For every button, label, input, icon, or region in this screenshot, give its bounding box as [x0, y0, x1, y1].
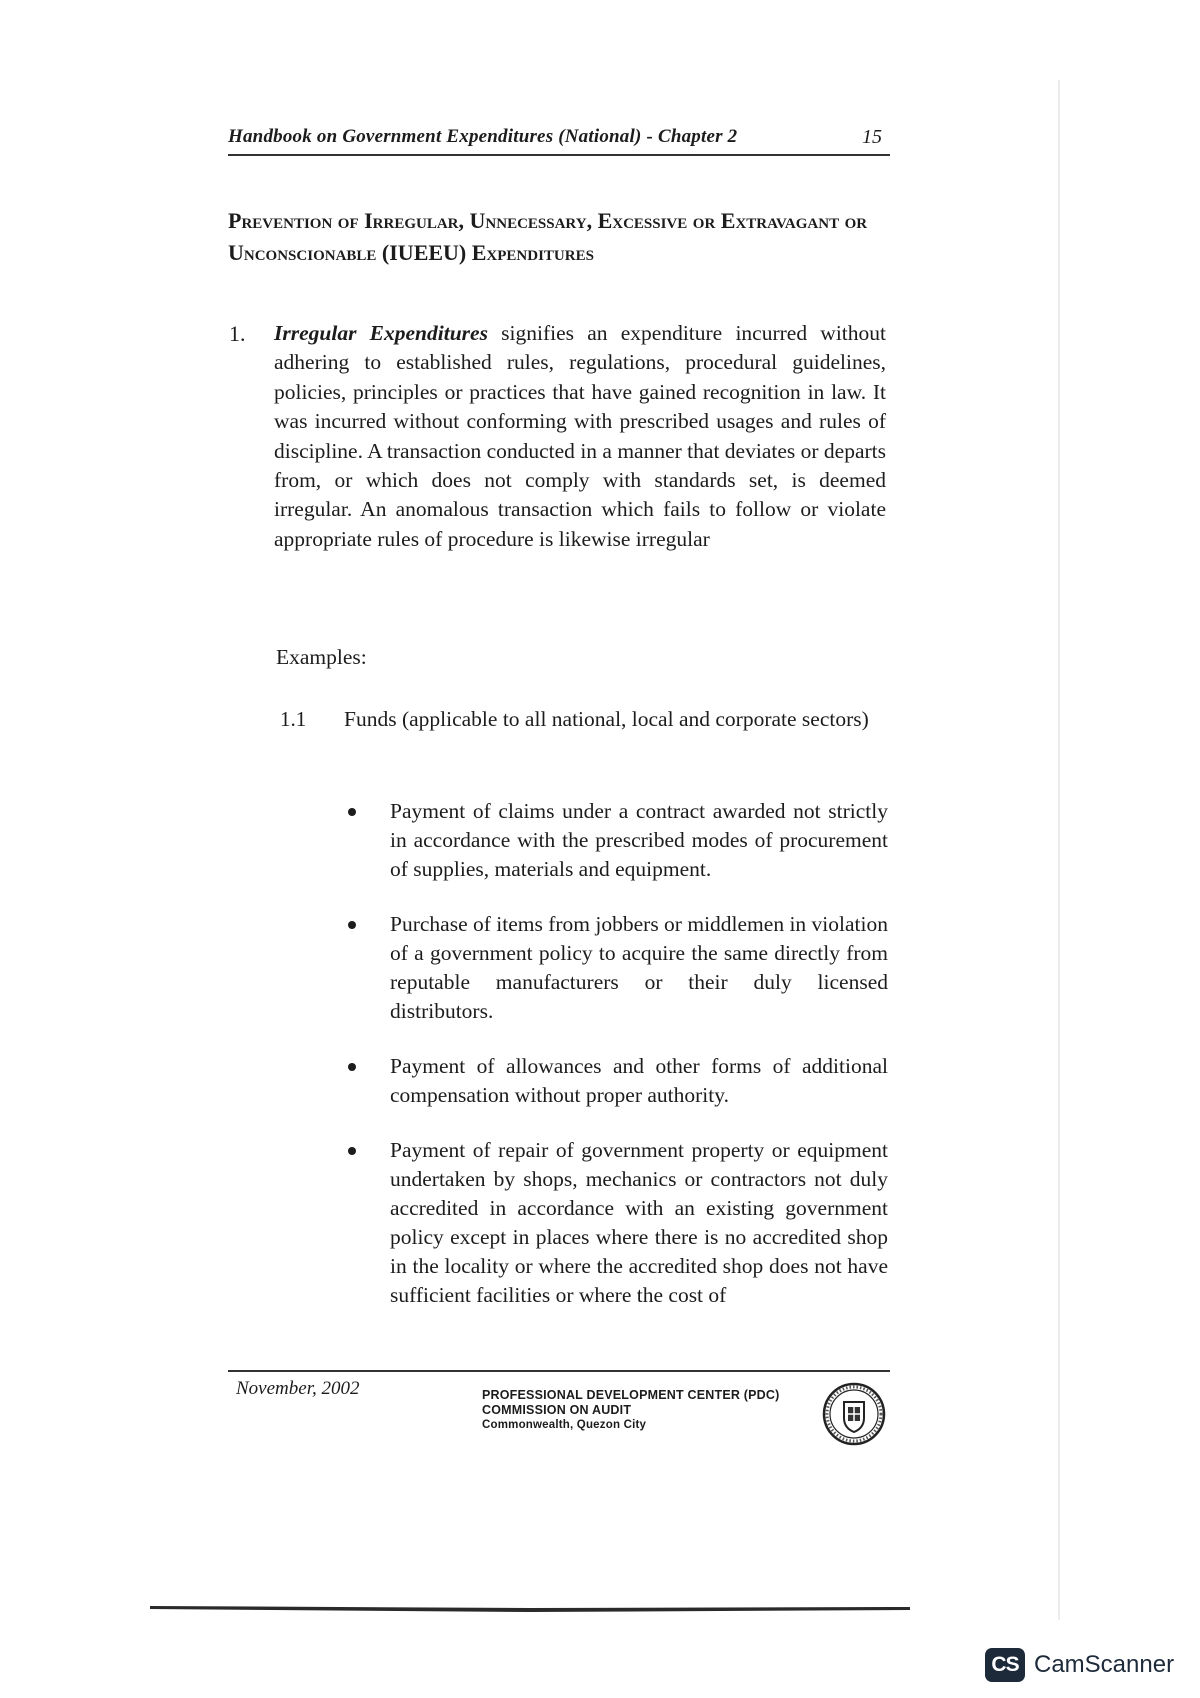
- examples-label: Examples:: [276, 645, 367, 669]
- bullet-text: Payment of repair of government property or equipment undertaken by shops, mechanics or contractors not duly accredited in accordance with an existing government policy except in places where there is no accredited shop in the locality or where the accredited shop does not have sufficient facilities or where the cost of: [390, 1138, 888, 1307]
- item-text: signifies an expenditure incurred without adhering to established rules, regulations, procedural guidelines, policies, principles or practices that have gained recognition in law. It was incurred without conforming with prescribed usages and rules of discipline. A transaction conducted in a manner that deviates or departs from, or which does not comply with standards set, is deemed irregular. An anomalous transaction which fails to follow or violate appropriate rules of procedure is likewise irregular: [274, 321, 886, 551]
- bullet-text: Payment of claims under a contract awarded not strictly in accordance with the prescribed modes of procurement of supplies, materials and equipment.: [390, 799, 888, 881]
- subitem-text: Funds (applicable to all national, local and corporate sectors): [344, 707, 869, 731]
- page-number: 15: [862, 126, 882, 148]
- section-heading: Prevention of Irregular, Unnecessary, Excessive or Extravagant or Unconscionable (IUEEU) Expenditures: [228, 208, 868, 265]
- bullet-text: Purchase of items from jobbers or middlemen in violation of a government policy to acquire the same directly from reputable manufacturers or their duly licensed distributors.: [390, 912, 888, 1023]
- example-bullet-list: [340, 797, 888, 1310]
- item-term: Irregular Expenditures: [274, 321, 488, 345]
- footer-rule: [228, 1370, 890, 1372]
- coa-seal-icon: [822, 1382, 886, 1446]
- list-item: [340, 1052, 888, 1110]
- footer-date: November, 2002: [236, 1378, 360, 1399]
- bullet-dot-icon: [348, 1147, 356, 1155]
- bullet-dot-icon: [348, 808, 356, 816]
- footer-org-line: COMMISSION ON AUDIT: [482, 1403, 632, 1417]
- footer-org-address: Commonwealth, Quezon City: [482, 1419, 647, 1431]
- scan-edge-line: [1058, 80, 1060, 1620]
- scan-edge-shadow: [150, 1604, 910, 1612]
- list-item: [340, 910, 888, 1026]
- bullet-text: Payment of allowances and other forms of additional compensation without proper authority.: [390, 1054, 888, 1107]
- list-item: [340, 1136, 888, 1310]
- header-rule: [228, 154, 890, 156]
- subitem-number: 1.1: [280, 707, 307, 731]
- camscanner-watermark: CamScanner: [1034, 1651, 1175, 1678]
- item-paragraph: [274, 319, 886, 554]
- footer-org-line: PROFESSIONAL DEVELOPMENT CENTER (PDC): [482, 1388, 780, 1402]
- running-header-title: Handbook on Government Expenditures (National) - Chapter 2: [228, 126, 738, 147]
- list-item: [340, 797, 888, 884]
- footer-organization: [482, 1388, 779, 1433]
- bullet-dot-icon: [348, 921, 356, 929]
- item-number: 1.: [229, 321, 246, 346]
- camscanner-logo-icon: CS: [985, 1648, 1025, 1682]
- bullet-dot-icon: [348, 1063, 356, 1071]
